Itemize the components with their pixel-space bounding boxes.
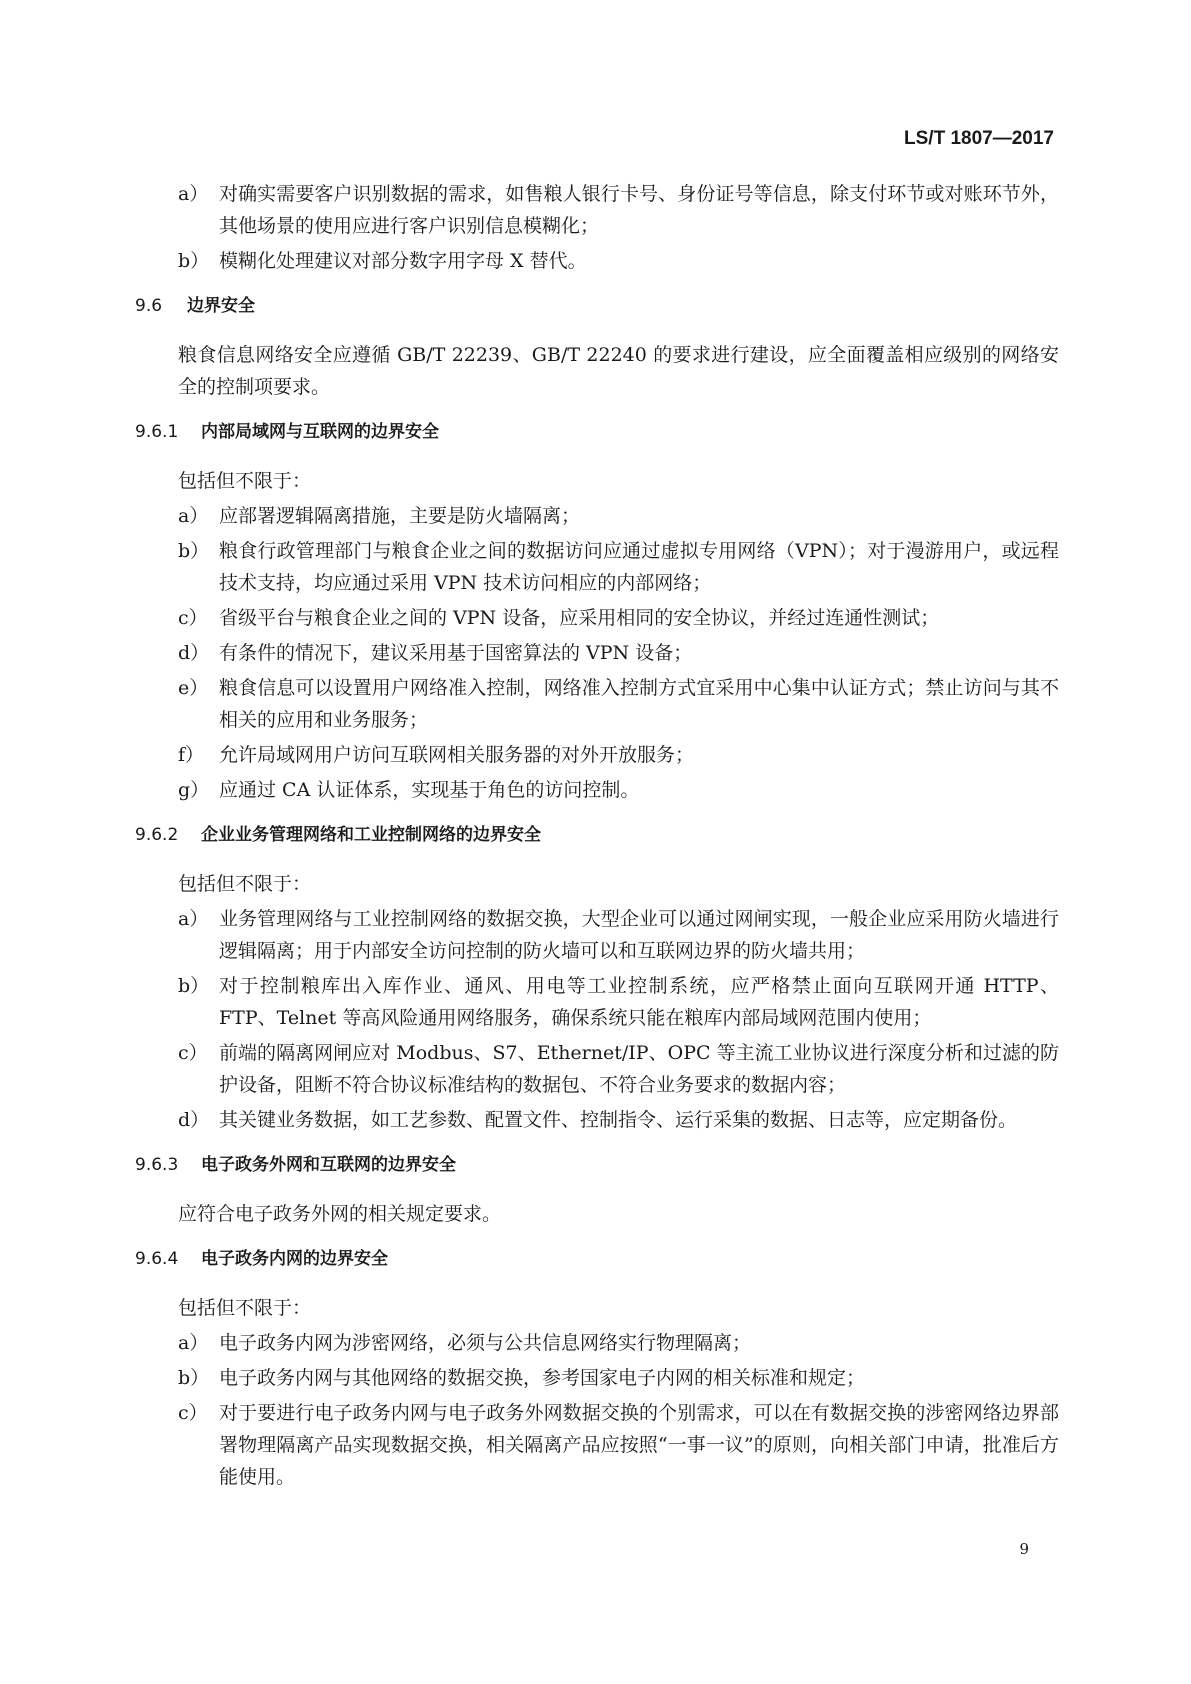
list-item-text: 电子政务内网与其他网络的数据交换，参考国家电子内网的相关标准和规定；: [219, 1367, 866, 1389]
list-item-text: 电子政务内网为涉密网络，必须与公共信息网络实行物理隔离；: [219, 1332, 752, 1354]
standard-code: LS/T 1807—2017: [904, 128, 1054, 149]
list-item: [135, 602, 1059, 634]
list-item: [135, 535, 1059, 599]
list-item: [135, 970, 1059, 1034]
page-content: [135, 178, 1059, 1496]
list-marker: f）: [178, 744, 205, 766]
list-item-text: 对于控制粮库出入库作业、通风、用电等工业控制系统，应严格禁止面向互联网开通 HTTP、FTP、Telnet 等高风险通用网络服务，确保系统只能在粮库内部局域网范围内使用；: [219, 975, 1059, 1029]
list-item-text: 粮食行政管理部门与粮食企业之间的数据访问应通过虚拟专用网络（VPN）；对于漫游用户，或远程技术支持，均应通过采用 VPN 技术访问相应的内部网络；: [219, 540, 1059, 594]
list-marker: g）: [178, 779, 210, 801]
list-item: [135, 1397, 1059, 1493]
section-body: 应符合电子政务外网的相关规定要求。: [178, 1203, 502, 1225]
section-number: 9.6.3: [135, 1155, 179, 1175]
list-marker: a）: [178, 1332, 209, 1354]
list-marker: e）: [178, 677, 209, 699]
section-title: 企业业务管理网络和工业控制网络的边界安全: [201, 825, 541, 845]
section-heading-9-6-2: [135, 820, 1059, 850]
list-item: [135, 637, 1059, 669]
list-item: [135, 739, 1059, 771]
list-marker: b）: [178, 540, 210, 562]
list-item-text: 业务管理网络与工业控制网络的数据交换，大型企业可以通过网闸实现，一般企业应采用防火墙进行逻辑隔离；用于内部安全访问控制的防火墙可以和互联网边界的防火墙共用；: [219, 908, 1059, 962]
list-item-text: 应部署逻辑隔离措施，主要是防火墙隔离；: [219, 505, 581, 527]
list-marker: a）: [178, 183, 209, 205]
list-item: [135, 672, 1059, 736]
section-number: 9.6.2: [135, 825, 179, 845]
section-body: 粮食信息网络安全应遵循 GB/T 22239、GB/T 22240 的要求进行建设，应全面覆盖相应级别的网络安全的控制项要求。: [178, 344, 1059, 398]
list-item-text: 模糊化处理建议对部分数字用字母 X 替代。: [219, 250, 587, 272]
section-heading-9-6-1: [135, 417, 1059, 447]
section-number: 9.6.1: [135, 422, 179, 442]
list-item-text: 省级平台与粮食企业之间的 VPN 设备，应采用相同的安全协议，并经过连通性测试；: [219, 607, 940, 629]
section-heading-9-6-4: [135, 1244, 1059, 1274]
section-lead: 包括但不限于：: [178, 1297, 312, 1319]
section-heading-9-6-3: [135, 1150, 1059, 1180]
list-item: [135, 500, 1059, 532]
list-item-text: 应通过 CA 认证体系，实现基于角色的访问控制。: [219, 779, 640, 801]
section-heading-9-6: [135, 291, 1059, 321]
list-marker: d）: [178, 1109, 210, 1131]
list-marker: a）: [178, 505, 209, 527]
list-item: [135, 1037, 1059, 1101]
list-item: [135, 1104, 1059, 1136]
list-item: [135, 1362, 1059, 1394]
list-item-text: 粮食信息可以设置用户网络准入控制，网络准入控制方式宜采用中心集中认证方式；禁止访问与其不相关的应用和业务服务；: [219, 677, 1059, 731]
list-item: [135, 903, 1059, 967]
list-item: [135, 178, 1059, 242]
list-item-text: 有条件的情况下，建议采用基于国密算法的 VPN 设备；: [219, 642, 693, 664]
list-item: [135, 245, 1059, 277]
list-item: [135, 774, 1059, 806]
list-marker: b）: [178, 1367, 210, 1389]
section-title: 内部局域网与互联网的边界安全: [201, 422, 439, 442]
list-marker: b）: [178, 250, 210, 272]
section-lead: 包括但不限于：: [178, 873, 312, 895]
list-item-text: 允许局域网用户访问互联网相关服务器的对外开放服务；: [219, 744, 695, 766]
list-item-text: 前端的隔离网闸应对 Modbus、S7、Ethernet/IP、OPC 等主流工业协议进行深度分析和过滤的防护设备，阻断不符合协议标准结构的数据包、不符合业务要求的数据内容；: [219, 1042, 1059, 1096]
section-number: 9.6.4: [135, 1249, 179, 1269]
list-marker: d）: [178, 642, 210, 664]
list-marker: b）: [178, 975, 210, 997]
page-number: 9: [1019, 1540, 1029, 1558]
list-item: [135, 1327, 1059, 1359]
section-title: 边界安全: [187, 296, 255, 316]
list-item-text: 对于要进行电子政务内网与电子政务外网数据交换的个别需求，可以在有数据交换的涉密网络边界部署物理隔离产品实现数据交换，相关隔离产品应按照“一事一议”的原则，向相关部门申请，批准后方能使用。: [219, 1402, 1059, 1488]
list-marker: c）: [178, 1402, 208, 1424]
list-item-text: 其关键业务数据，如工艺参数、配置文件、控制指令、运行采集的数据、日志等，应定期备份。: [219, 1109, 1018, 1131]
list-marker: a）: [178, 908, 209, 930]
section-title: 电子政务外网和互联网的边界安全: [201, 1155, 456, 1175]
section-number: 9.6: [135, 296, 163, 316]
section-title: 电子政务内网的边界安全: [201, 1249, 388, 1269]
section-lead: 包括但不限于：: [178, 470, 312, 492]
list-item-text: 对确实需要客户识别数据的需求，如售粮人银行卡号、身份证号等信息，除支付环节或对账环节外，其他场景的使用应进行客户识别信息模糊化；: [219, 183, 1059, 237]
list-marker: c）: [178, 607, 208, 629]
list-marker: c）: [178, 1042, 208, 1064]
